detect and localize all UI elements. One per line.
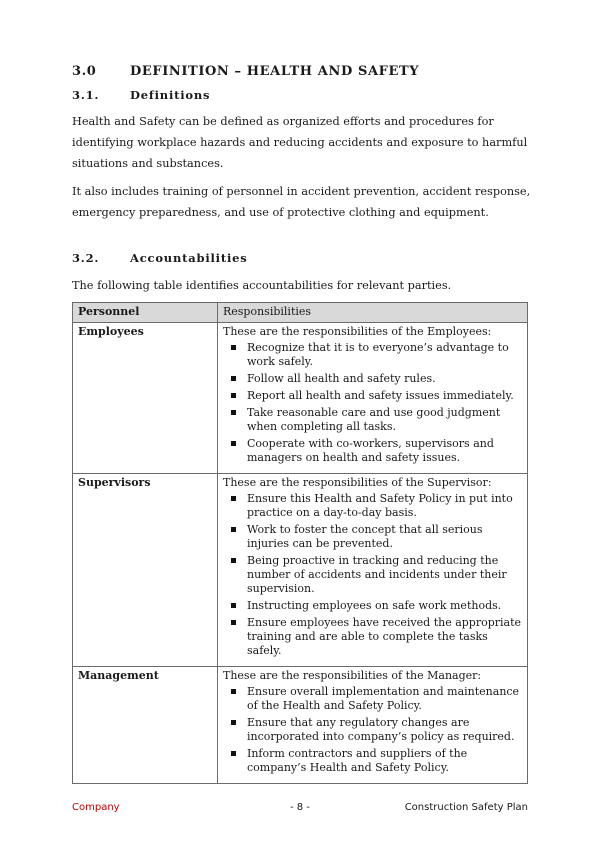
footer-document-title: Construction Safety Plan bbox=[404, 802, 528, 813]
header-responsibilities: Responsibilities bbox=[218, 303, 528, 323]
list-item: Cooperate with co-workers, supervisors and managers on health and safety issues. bbox=[223, 437, 522, 465]
accountabilities-table bbox=[72, 302, 528, 784]
table-row bbox=[73, 667, 528, 784]
list-item: Inform contractors and suppliers of the company’s Health and Safety Policy. bbox=[223, 747, 522, 775]
list-item: Ensure employees have received the appropriate training and are able to complete the tasks safely. bbox=[223, 616, 522, 658]
list-item: Ensure overall implementation and maintenance of the Health and Safety Policy. bbox=[223, 685, 522, 713]
responsibilities-intro: These are the responsibilities of the Employees: bbox=[223, 325, 492, 338]
table-intro-paragraph: The following table identifies accountabilities for relevant parties. bbox=[72, 279, 452, 292]
responsibilities-cell bbox=[218, 667, 528, 784]
subsection-number: 3.2. bbox=[72, 251, 100, 265]
section-heading bbox=[72, 64, 419, 79]
responsibilities-list bbox=[223, 341, 522, 471]
table-row bbox=[73, 323, 528, 474]
list-item: Report all health and safety issues immediately. bbox=[223, 389, 522, 403]
definition-paragraph: Health and Safety can be defined as organized efforts and procedures for identifying workplace hazards and reducing accidents and exposure to harmful situations and substances. bbox=[72, 115, 528, 170]
responsibilities-list bbox=[223, 492, 522, 664]
section-number: 3.0 bbox=[72, 64, 97, 79]
list-item: Follow all health and safety rules. bbox=[223, 372, 522, 386]
list-item: Work to foster the concept that all serious injuries can be prevented. bbox=[223, 523, 522, 551]
subsection-title: Definitions bbox=[130, 88, 211, 102]
subsection-number: 3.1. bbox=[72, 88, 100, 102]
footer-page-number: - 8 - bbox=[290, 802, 310, 813]
subsection-title: Accountabilities bbox=[130, 251, 248, 265]
responsibilities-cell bbox=[218, 323, 528, 474]
header-personnel: Personnel bbox=[73, 303, 218, 323]
footer-company: Company bbox=[72, 802, 120, 813]
personnel-cell: Management bbox=[73, 667, 218, 784]
subsection-heading-accountabilities bbox=[72, 251, 248, 265]
subsection-heading-definitions bbox=[72, 88, 210, 102]
table-row bbox=[73, 474, 528, 667]
section-title: DEFINITION – HEALTH AND SAFETY bbox=[130, 64, 420, 79]
training-paragraph: It also includes training of personnel in accident prevention, accident response, emergency preparedness, and use of protective clothing and equipment. bbox=[72, 185, 531, 219]
responsibilities-intro: These are the responsibilities of the Supervisor: bbox=[223, 476, 492, 489]
responsibilities-list bbox=[223, 685, 522, 781]
table-header-row bbox=[73, 303, 528, 323]
list-item: Ensure this Health and Safety Policy in put into practice on a day-to-day basis. bbox=[223, 492, 522, 520]
responsibilities-intro: These are the responsibilities of the Manager: bbox=[223, 669, 482, 682]
responsibilities-cell bbox=[218, 474, 528, 667]
list-item: Take reasonable care and use good judgment when completing all tasks. bbox=[223, 406, 522, 434]
personnel-cell: Employees bbox=[73, 323, 218, 474]
list-item: Ensure that any regulatory changes are incorporated into company’s policy as required. bbox=[223, 716, 522, 744]
list-item: Recognize that it is to everyone’s advantage to work safely. bbox=[223, 341, 522, 369]
list-item: Instructing employees on safe work methods. bbox=[223, 599, 522, 613]
personnel-cell: Supervisors bbox=[73, 474, 218, 667]
list-item: Being proactive in tracking and reducing the number of accidents and incidents under their supervision. bbox=[223, 554, 522, 596]
